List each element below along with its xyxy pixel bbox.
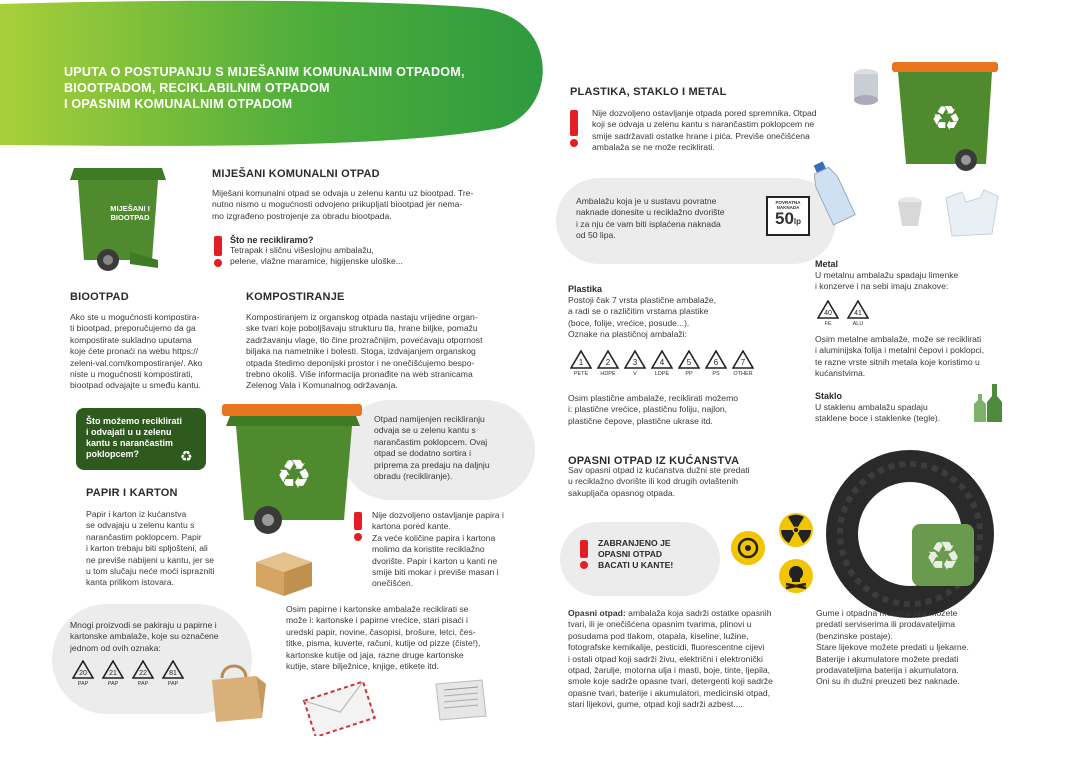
recycling-triangle-icon (651, 350, 673, 370)
metal-more-line: Osim metalne ambalaže, može se reciklirati (815, 334, 982, 344)
plastic-code-symbol (568, 350, 594, 377)
hazardous-heading: OPASNI OTPAD IZ KUĆANSTVA (568, 455, 740, 467)
svg-text:♻: ♻ (925, 534, 961, 580)
recycling-triangle-icon (847, 300, 869, 320)
paper-bag-icon (200, 656, 270, 726)
paper-warn-line: smije biti mokar i previše masan i (372, 567, 499, 578)
paper-line: kanta prilikom istovara. (86, 577, 174, 588)
pap-code-symbol (160, 660, 186, 687)
plastic-code-symbol (730, 350, 756, 377)
recycling-triangle-icon (132, 660, 154, 680)
metal-more (815, 334, 1035, 380)
bio-text (70, 312, 240, 392)
mixed-bin-label (100, 204, 160, 222)
pap-code-num: 21 (109, 670, 117, 677)
panel-line: Što možemo reciklirati (86, 416, 183, 426)
compost-line: biljaka na nametnike i bolesti. Stoga, izdvajanjem organskog (246, 346, 476, 357)
hazardous-right-line: prodavateljima baterija i akumulatora. (816, 665, 959, 676)
deposit-badge-unit: lp (793, 217, 802, 226)
hazardous-right-line: Gume i otpadna motorna ulja možete (816, 608, 958, 618)
pap-code-num: 20 (79, 670, 87, 677)
deposit-badge (766, 196, 810, 236)
alert-icon (352, 512, 364, 541)
recycle-bin-line: obradu (recikliranje). (374, 471, 453, 482)
plastic-more (568, 393, 778, 427)
mixed-text (212, 188, 512, 222)
metal-more-line: te razne vrste sitnih metala koje koristimo u (815, 356, 980, 367)
radiation-icon (778, 512, 814, 548)
plastic-code-label: PETE (573, 371, 589, 377)
recycling-triangle-icon (570, 350, 592, 370)
hazardous-def-line: i ostali otpad koji sadrži živu, električni i elektronički (568, 653, 763, 664)
deposit-line: i za nju će vam biti isplaćena naknada (576, 218, 721, 229)
hazardous-def-first: ambalaža koja sadrži ostatke opasnih (625, 608, 772, 618)
plastic-code-num: 1 (578, 358, 584, 367)
not-recycle-line: Tetrapak i sličnu višeslojnu ambalažu, (230, 245, 374, 255)
big-recycle-badge-icon (912, 524, 974, 586)
plastic-code-symbol (676, 350, 702, 377)
metal-code-symbol (845, 300, 871, 327)
plastic-bottle-icon (810, 158, 856, 228)
glass-line: staklene boce i staklenke (tegle). (815, 413, 941, 424)
bio-line: kompostirate sukladno uputama (70, 334, 192, 345)
metal-more-line: kućanstvima. (815, 368, 866, 379)
glass-line: U staklenu ambalažu spadaju (815, 402, 928, 412)
pap-code-num: 81 (169, 670, 177, 677)
paper-heading: PAPIR I KARTON (86, 487, 178, 499)
plastic-code-label: LDPE (654, 371, 670, 377)
plastic-code-symbol (622, 350, 648, 377)
mixed-bin-label-line-1: MIJEŠANI I (110, 204, 150, 213)
paper-pack-line: Mnogi proizvodi se pakiraju u papirne i (70, 620, 217, 630)
not-recycle-heading: Što ne recikliramo? (230, 235, 314, 245)
plastic-code-symbol (595, 350, 621, 377)
plastic-code-label: V (633, 371, 637, 377)
metal-code-label: ALU (852, 321, 864, 327)
paper-warn-line: kartona pored kante. (372, 521, 451, 532)
metal-code-label: FE (824, 321, 832, 327)
paper-pack-text (70, 620, 250, 654)
deposit-badge-value: 50 (774, 209, 794, 228)
paper-warn-line: dvorište. Papir i karton u kanti ne (372, 555, 498, 566)
hazardous-def-label: Opasni otpad: (568, 608, 626, 618)
recycling-triangle-icon (678, 350, 700, 370)
hazardous-line: u reciklažno dvorište ili kod drugih ovlaštenih (568, 476, 739, 487)
hazardous-right-line: (benzinske postaje). (816, 630, 893, 641)
page-title-line-3: I OPASNIM KOMUNALNIM OTPADOM (64, 97, 293, 111)
hazardous-right-line: predati serviserima ili prodavateljima (816, 619, 955, 630)
bio-line: zeleni-val.com/kompostiranje/. Ako (70, 357, 203, 368)
recycling-triangle-icon (817, 300, 839, 320)
hazardous-def-line (568, 608, 808, 619)
panel-line: kantu s narančastim (86, 438, 174, 448)
paper-text (86, 509, 246, 589)
paper-line: ne previše nabijeni u kantu, jer se (86, 554, 215, 565)
recycle-bin-line: otpad se dodatno sortira i (374, 448, 471, 459)
plastic-line: a radi se o različitim vrstama plastike (568, 306, 709, 317)
recycle-bin-line: narančastim poklopcem. Ovaj (374, 436, 488, 447)
plastic-code-symbol (649, 350, 675, 377)
pap-code-label: PAP (107, 681, 119, 687)
hazardous-def-line: tvari, ili je onečišćena opasnim tvarima, plinovi u (568, 619, 752, 630)
plastic-code-label: HDPE (600, 371, 616, 377)
forbidden-line: ZABRANJENO JE (598, 538, 671, 548)
hazardous-right-text (816, 608, 1016, 688)
recycling-triangle-icon (72, 660, 94, 680)
paper-types-line: uredski papir, novine, časopisi, brošure, letci, čes- (286, 626, 476, 637)
compost-heading: KOMPOSTIRANJE (246, 291, 345, 303)
alert-icon (212, 236, 224, 267)
paper-warn-line: onečišćen. (372, 578, 414, 589)
bio-line: niste u mogućnosti kompostirati, (70, 369, 193, 380)
paper-warning (372, 510, 532, 590)
paper-warn-line: Za veće količine papira i kartona (372, 532, 496, 543)
compost-line: Zelenog Vala i Komunalnog održavanja. (246, 380, 398, 391)
paper-types-line: kartonske kutije od jaja, razne druge kartonske (286, 649, 464, 660)
can-icon (848, 66, 884, 106)
metal-code-num: 40 (824, 310, 832, 317)
paper-pack-line: jednom od ovih oznaka: (70, 642, 161, 653)
compost-line: zadržavanju vlage, tlo čine prozračnijim, povećavaju otpornost (246, 334, 483, 345)
recycling-triangle-icon (102, 660, 124, 680)
pap-code-label: PAP (77, 681, 89, 687)
paper-line: Papir i karton iz kućanstva (86, 509, 187, 519)
bio-line: ti biootpad, preporučujemo da ga (70, 323, 196, 334)
plastic-code-num: 6 (713, 358, 719, 367)
alert-icon (568, 110, 580, 147)
metal-recycling-codes (815, 300, 871, 327)
hazardous-def-line: otpad, žaruljе, motorna ulja i masti, boje, tinte, ljepila, (568, 665, 771, 676)
glass-heading: Staklo (815, 391, 843, 401)
paper-types-line: Osim papirne i kartonske ambalaže reciklirati se (286, 604, 469, 614)
recycle-bin-line: odvaja se u zelenu kantu s (374, 425, 476, 436)
recycling-triangle-icon (624, 350, 646, 370)
forbidden-notice (598, 538, 673, 571)
not-recycle-block (230, 235, 403, 268)
pgm-warn-line: koji se odvaja u zelenu kantu s narančastim poklopcem ne (592, 119, 815, 130)
plastic-code-num: 3 (632, 358, 638, 367)
pgm-heading: PLASTIKA, STAKLO I METAL (570, 86, 727, 98)
svg-text:♻: ♻ (930, 99, 962, 139)
paper-line: u tom slučaju neće moći isprazniti (86, 566, 215, 577)
glass-text (815, 402, 975, 425)
deposit-line: Ambalažu koja je u sustavu povratne (576, 196, 717, 206)
deposit-line: od 50 lipa. (576, 230, 616, 241)
envelope-icon (300, 680, 380, 736)
plastic-code-label: PS (712, 371, 720, 377)
plastic-code-num: 2 (605, 358, 611, 367)
plastic-cup-icon (892, 194, 928, 230)
pap-code-symbol (70, 660, 96, 687)
recycling-triangle-icon (162, 660, 184, 680)
small-recycle-icon: ♻ (180, 448, 193, 464)
paper-types-line: može i: kartonske i papirne vrećice, stari pisaći i (286, 615, 468, 626)
pgm-warn-line: ambalaža se ne može reciklirati. (592, 142, 715, 153)
mixed-text-line: Miješani komunalni otpad se odvaja u zelenu kantu uz biootpad. Tre- (212, 188, 474, 198)
plastic-line: (boce, folije, vrećice, posude...). (568, 317, 690, 328)
pap-code-label: PAP (167, 681, 179, 687)
paper-warn-line: molimo da koristite reciklažno (372, 544, 485, 555)
plastic-line: Postoji čak 7 vrsta plastične ambalaže, (568, 295, 717, 305)
compost-text (246, 312, 526, 392)
recycling-triangle-icon (732, 350, 754, 370)
paper-line: narančastim poklopcem. Papir (86, 531, 202, 542)
paper-types-line: kutije, stare bilježnice, knjige, etikete itd. (286, 661, 439, 672)
plastic-code-symbol (703, 350, 729, 377)
metal-code-symbol (815, 300, 841, 327)
plastic-more-line: plastične čepove, plastične ukrase itd. (568, 415, 713, 426)
recycling-triangle-icon (705, 350, 727, 370)
page-title-line-1: UPUTA O POSTUPANJU S MIJEŠANIM KOMUNALNIM OTPADOM, (64, 65, 465, 79)
pap-code-num: 22 (139, 670, 147, 677)
recycle-bin-line: priprema za predaju na daljnju (374, 459, 490, 470)
hazardous-right-line: Stare lijekove možete predati u ljekarne. (816, 642, 969, 653)
plastic-code-num: 4 (659, 358, 665, 367)
newspaper-icon (430, 676, 490, 724)
panel-line: i odvajati u u zelenu (86, 427, 172, 437)
pgm-warn-line: Nije dozvoljeno ostavljanje otpada pored spremnika. Otpad (592, 108, 817, 118)
paper-pack-line: kartonske ambalaže, koje su označene (70, 631, 219, 642)
paper-types-line: titke, pisma, kuverte, računi, kutije od pizze (čiste!), (286, 638, 481, 649)
plastic-code-label: OTHER (733, 371, 753, 377)
metal-code-num: 41 (854, 310, 862, 317)
plastic-code-num: 5 (686, 358, 692, 367)
mixed-text-line: mo izgrađeno postrojenje za obradu biootpada. (212, 210, 392, 221)
toxic-skull-icon (778, 558, 814, 594)
hazardous-def-line: smole koje sadrže opasne tvari, detergenti koji sadrže (568, 676, 773, 687)
pap-code-label: PAP (137, 681, 149, 687)
page-title (64, 64, 465, 112)
bio-heading: BIOOTPAD (70, 291, 129, 303)
pgm-warn-line: smije sadržavati ostatke hrane i pića. Previše onečišćena (592, 130, 810, 141)
mixed-heading: MIJEŠANI KOMUNALNI OTPAD (212, 168, 380, 180)
cardboard-box-icon (250, 548, 316, 598)
page-title-line-2: BIOOTPADOM, RECIKLABILNIM OTPADOM (64, 81, 330, 95)
mixed-bin-label-line-2: BIOOTPAD (110, 213, 150, 222)
bio-line: koje ćete pronaći na webu https:// (70, 346, 199, 357)
plastic-text (568, 295, 768, 341)
deposit-line: naknade donesite u reciklažno dvorište (576, 207, 725, 218)
hazardous-line: sakupljača opasnog otpada. (568, 487, 676, 498)
paper-warn-line: Nije dozvoljeno ostavljanje papira i (372, 510, 504, 520)
svg-text:♻: ♻ (276, 452, 312, 498)
recycle-bin-text (374, 414, 524, 482)
hazardous-def-line: posudama pod tlakom, otapala, kiseline, lužine, (568, 630, 749, 641)
deposit-badge-line: POVRATNA (775, 200, 801, 205)
paper-line: i karton trebaju biti spljošteni, ali (86, 543, 208, 554)
hazardous-line: Sav opasni otpad iz kućanstva dužni ste predati (568, 465, 750, 475)
biohazard-icon (730, 530, 766, 566)
alert-icon (578, 540, 590, 569)
compost-line: Kompostiranjem iz organskog otpada nastaju vrijedne organ- (246, 312, 478, 322)
recycle-bin-line: Otpad namijenjen recikliranju (374, 414, 485, 424)
paper-recycling-codes (70, 660, 186, 687)
bio-line: biootpad odvajajte u smeđu kantu. (70, 380, 201, 391)
paper-types (286, 604, 526, 672)
forbidden-line: OPASNI OTPAD (598, 549, 663, 559)
hazardous-right-line: Oni su ih dužni preuzeti bez naknade. (816, 676, 960, 687)
pap-code-symbol (100, 660, 126, 687)
pgm-warning (592, 108, 852, 154)
metal-more-line: i aluminijska folija i metalni čepovi i poklopci, (815, 345, 985, 356)
metal-line: i konzerve i na sebi imaju znakove: (815, 281, 949, 292)
hazardous-def-line: opasne tvari, baterije i akumulatori, medicinski otpad, (568, 687, 771, 698)
panel-line: poklopcem? (86, 449, 140, 459)
compost-line: otpada štedimo deponijski prostor i ne onečišćujemo bespo- (246, 357, 475, 368)
compost-line: trebno okoliš. Više informacija pronađite na web stranicama (246, 369, 473, 380)
compost-line: ske tvari koje poboljšavaju strukturu tla, hrane biljke, pomažu (246, 323, 478, 334)
plastic-code-label: PP (685, 371, 693, 377)
metal-line: U metalnu ambalažu spadaju limenke (815, 270, 959, 280)
plastic-more-line: Osim plastične ambalaže, reciklirati možemo (568, 393, 739, 403)
hazardous-def-line: stari lijekovi, gume, otpad koji sadrži azbest.... (568, 699, 743, 710)
bio-line: Ako ste u mogućnosti kompostira- (70, 312, 200, 322)
recycling-triangle-icon (597, 350, 619, 370)
plastic-more-line: i: plastične vrećice, plastičnu foliju, najlon, (568, 404, 728, 415)
deposit-text (576, 196, 766, 242)
paper-line: se odvajaju u zelenu kantu s (86, 520, 195, 531)
plastic-recycling-codes (568, 350, 756, 377)
hazardous-definition (568, 608, 808, 711)
plastic-bag-icon (940, 188, 1004, 240)
plastic-heading: Plastika (568, 284, 603, 294)
pap-code-symbol (130, 660, 156, 687)
glass-bottles-icon (970, 380, 1010, 424)
plastic-code-num: 7 (740, 358, 746, 367)
plastic-line: Oznake na plastičnoj ambalaži: (568, 329, 687, 340)
metal-text (815, 270, 1015, 293)
hazardous-text (568, 465, 808, 499)
forbidden-line: BACATI U KANTE! (598, 560, 674, 570)
mixed-text-line: nutno nismo u mogućnosti odvojeno prikupljati biootpad jer nema- (212, 199, 463, 210)
hazardous-def-line: fotografske kemikalije, pesticidi, fluorescentne cijevi (568, 642, 765, 653)
metal-heading: Metal (815, 259, 839, 269)
not-recycle-line: pelene, vlažne maramice, higijenske uloške... (230, 256, 403, 267)
deposit-badge-line: NAKNADA (776, 205, 800, 210)
hazardous-right-line: Baterije i akumulatore možete predati (816, 653, 959, 664)
large-recycle-bin-icon (890, 58, 1000, 178)
